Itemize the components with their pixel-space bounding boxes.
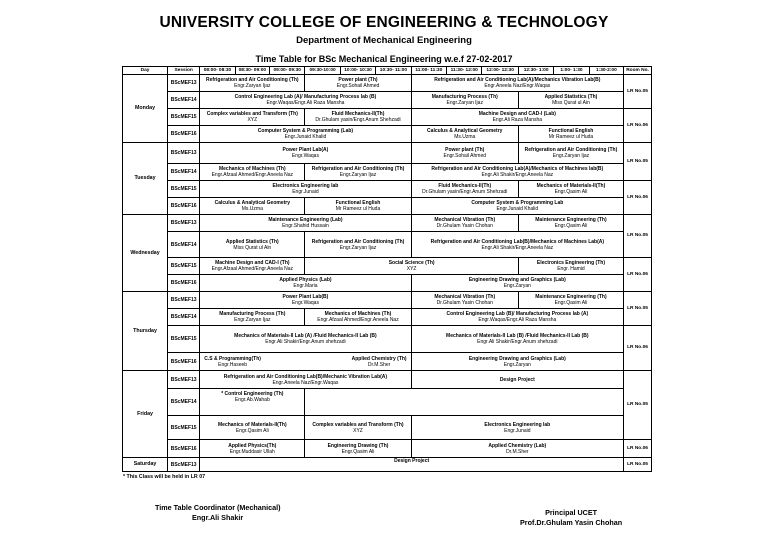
subject: Power plant (Th)	[338, 77, 378, 83]
table-row	[123, 92, 652, 109]
class-cell	[411, 143, 518, 164]
subject: Control Engineering Lab (B)/ Manufacturing Process lab (A)	[446, 311, 589, 317]
subject: C.S & Programming(Th)	[204, 355, 261, 362]
coordinator-signature	[155, 503, 281, 522]
subject: Mechanical Vibration (Th)	[434, 217, 496, 223]
class-cell	[411, 92, 518, 109]
class-cell	[305, 416, 411, 440]
subject: Functional English	[335, 200, 381, 206]
teacher: Engr.Zaryan Ijaz	[446, 100, 483, 106]
class-cell	[411, 75, 623, 92]
class-cell	[411, 440, 623, 458]
class-cell	[200, 181, 411, 198]
teacher: Engr.Zaryan Ijaz	[234, 317, 271, 323]
teacher: Dr.Ghulam yasin/Engr.Anum Shehzadi	[422, 189, 508, 195]
day-thursday: Thursday	[123, 292, 168, 371]
day-wednesday: Wednesday	[123, 215, 168, 292]
subject: * Control Engineering (Th)	[221, 391, 284, 397]
subject: Mechanics of Materials-II Lab (B) /Fluid Mechanics-II Lab (B)	[446, 333, 589, 339]
teacher: Engr.Afzaal Ahmed/Engr.Aneela Naz	[317, 317, 399, 323]
class-cell	[200, 164, 305, 181]
teacher: Engr.Waqas/Engr.Ali Raza Mansha	[478, 317, 557, 323]
session-cell: BScMEF14	[168, 92, 200, 109]
class-cell	[411, 326, 623, 353]
coordinator-name: Engr.Ali Shakir	[192, 512, 244, 522]
table-row	[123, 458, 652, 472]
teacher: Engr.Afzaal Ahmed/Engr.Aneela Naz	[211, 266, 294, 272]
subject: Electronics Engineering (Th)	[536, 260, 605, 266]
teacher: Engr.Junaid	[292, 189, 319, 195]
subject: Refrigeration and Air Conditioning (Th)	[311, 166, 405, 172]
col-header-slot: 09:30-10:00	[305, 67, 340, 75]
table-row	[123, 126, 652, 143]
col-header-slot: 11:30- 12:00	[447, 67, 482, 75]
subject: Computer System & Programming Lab	[471, 200, 564, 206]
col-header-room: Room No.	[624, 67, 652, 75]
subject: Computer System & Programming (Lab)	[257, 128, 354, 134]
table-row	[123, 215, 652, 232]
table-row	[123, 326, 652, 353]
subject: Mechanics of Machines (Th)	[324, 311, 392, 317]
subject: Power plant (Th)	[445, 147, 485, 153]
class-entry	[204, 356, 261, 368]
teacher: XYZ	[353, 427, 363, 434]
session-cell: BScMEF13	[168, 458, 200, 472]
class-cell	[200, 258, 305, 275]
room-cell: LR No.06	[624, 440, 652, 458]
teacher: Engr.Qasim Ali	[235, 427, 269, 434]
teacher: Miss Qurat ul Ain	[233, 244, 272, 251]
table-row	[123, 371, 652, 389]
room-cell: LR No.05	[624, 215, 652, 258]
class-cell	[411, 164, 623, 181]
teacher: Engr.Qasim Ali	[554, 189, 588, 195]
teacher: Dr.M.Sher	[506, 448, 529, 455]
subject: Design Project	[394, 458, 430, 464]
table-row	[123, 292, 652, 309]
teacher: Engr.Qasim Ali	[554, 223, 588, 229]
class-cell	[200, 416, 305, 440]
session-cell: BScMEF15	[168, 416, 200, 440]
teacher: Engr.Zaryan Ijaz	[234, 83, 271, 89]
subject: Machine Design and CAD-I (Th)	[215, 260, 290, 266]
teacher: Engr.Zaryan Ijaz	[339, 244, 377, 251]
teacher: Engr.Haseeb	[218, 361, 248, 368]
session-cell: BScMEF16	[168, 198, 200, 215]
session-cell: BScMEF14	[168, 164, 200, 181]
university-title: UNIVERSITY COLLEGE OF ENGINEERING & TECHNOLOGY	[159, 14, 609, 31]
class-cell	[200, 458, 624, 472]
subject: Social Science (Th)	[388, 260, 435, 266]
teacher: Engr.Ali Raza Mansha	[492, 117, 543, 123]
subject: Maintenance Engineering (Th)	[535, 217, 607, 223]
subject: Manufacturing Process (Th)	[431, 94, 498, 100]
subject: Mechanics of Materials-II(Th)	[218, 421, 287, 428]
subject: Mechanics of Materials-II(Th)	[536, 183, 606, 189]
class-cell	[411, 275, 623, 292]
teacher: Ms.Uzma	[454, 134, 476, 140]
principal-name: Prof.Dr.Ghulam Yasin Chohan	[520, 517, 623, 527]
room-cell: LR No.06	[624, 109, 652, 143]
subject: Applied Statistics (Th)	[225, 238, 279, 245]
class-cell	[305, 75, 411, 92]
subject: Electronics Engineering lab	[484, 421, 551, 428]
session-cell: BScMEF15	[168, 109, 200, 126]
subject: Refrigeration and Air Conditioning Lab(B)/Mechanics of Machines Lab(A)	[430, 238, 605, 245]
teacher: Engr.Qasim Ali	[554, 300, 588, 306]
teacher: Mr Rameez ul Huda	[548, 134, 594, 140]
class-cell	[200, 326, 411, 353]
split-cell	[200, 356, 410, 368]
teacher: Engr.Ali Shakir/Engr.Aneela Naz	[481, 244, 554, 251]
subject: Design Project	[499, 376, 535, 383]
class-cell	[200, 198, 305, 215]
subject: Mechanics of Machines (Th)	[218, 166, 286, 172]
subject: Mechanical Vibration (Th)	[434, 294, 496, 300]
class-cell	[305, 109, 411, 126]
class-cell	[305, 198, 411, 215]
teacher: Engr.Aneela Naz/Engr.Waqas	[272, 379, 339, 386]
table-row	[123, 389, 652, 416]
teacher: Engr.Zaryan Ijaz	[552, 153, 590, 159]
class-cell	[305, 164, 411, 181]
class-cell	[411, 126, 518, 143]
timetable	[122, 66, 652, 472]
subject: Refrigeration and Air Conditioning Lab(B)/Mechanic Vibration Lab(A)	[223, 373, 388, 380]
subject: Power Plant Lab(A)	[282, 147, 329, 153]
table-row	[123, 309, 652, 326]
class-cell	[200, 371, 411, 389]
class-cell	[200, 440, 305, 458]
class-cell	[518, 126, 623, 143]
table-row	[123, 109, 652, 126]
subject: Engineering Drawing (Th)	[327, 442, 389, 449]
teacher: Engr.Sohail Ahmed	[443, 153, 487, 159]
teacher: Engr.Ali Shakir/Engr.Aneela Naz	[481, 172, 554, 178]
subject: Refrigeration and Air Conditioning (Th)	[206, 77, 299, 83]
teacher: Engr.Junaid Khalid	[284, 134, 327, 140]
teacher: Engr.Zaryan	[503, 283, 531, 289]
subject: Fluid Mechanics-II(Th)	[438, 183, 492, 189]
session-cell: BScMEF16	[168, 440, 200, 458]
class-cell	[305, 258, 519, 275]
teacher: Mr Rameez ul Huda	[335, 206, 381, 212]
room-cell: LR No.06	[624, 181, 652, 215]
col-header-slot: 08:00- 08:30	[200, 67, 235, 75]
class-cell	[411, 109, 623, 126]
subject: Complex variables and Transform (Th)	[206, 111, 298, 117]
col-header-slot: 08:30- 09:00	[235, 67, 269, 75]
teacher: Engr.Junaid Khalid	[496, 206, 539, 212]
teacher: XYZ	[247, 117, 258, 123]
table-row	[123, 75, 652, 92]
teacher: Engr.Waqas	[291, 153, 319, 159]
teacher: Dr.Ghulam Yasin Chohan	[436, 300, 493, 306]
table-row	[123, 232, 652, 258]
class-cell	[518, 181, 623, 198]
class-cell	[411, 309, 623, 326]
principal-signature	[520, 508, 622, 527]
teacher: Engr.Ab.Wahab	[234, 397, 270, 403]
class-cell	[305, 440, 411, 458]
class-cell	[518, 92, 623, 109]
empty-cell	[305, 389, 624, 416]
teacher: Engr.Maria	[293, 283, 318, 289]
subject: Power Plant Lab(B)	[282, 294, 329, 300]
session-cell: BScMEF15	[168, 258, 200, 275]
room-cell: LR No.05	[624, 292, 652, 326]
session-cell: BScMEF14	[168, 389, 200, 416]
session-cell: BScMEF14	[168, 309, 200, 326]
class-cell	[411, 371, 623, 389]
col-header-day: Day	[123, 67, 168, 75]
col-header-slot: 10:30- 11:00	[376, 67, 411, 75]
teacher: Dr.M.Sher	[367, 361, 391, 368]
subject: Applied Physics(Th)	[228, 442, 277, 449]
class-cell	[200, 232, 305, 258]
class-cell	[305, 232, 411, 258]
table-row	[123, 440, 652, 458]
coordinator-title: Time Table Coordinator (Mechanical)	[155, 503, 281, 512]
subject: Refrigeration and Air Conditioning (Th)	[524, 147, 618, 153]
subject: Control Engineering Lab (A)/ Manufacturing Process lab (B)	[234, 94, 377, 100]
teacher: Engr.Sohail Ahmed	[336, 83, 380, 89]
class-cell	[200, 275, 411, 292]
room-cell: LR No.05	[624, 458, 652, 472]
col-header-slot: 12:30- 1:00	[518, 67, 553, 75]
subject: Manufacturing Process (Th)	[219, 311, 286, 317]
col-header-session: Session	[168, 67, 200, 75]
timetable-title: Time Table for BSc Mechanical Engineering w.e.f 27-02-2017	[255, 54, 513, 64]
table-row	[123, 353, 652, 371]
room-cell: LR No.05	[624, 75, 652, 109]
teacher: Dr.Ghulam Yasin Chohan	[436, 223, 493, 229]
teacher: Engr. Hamid	[557, 266, 585, 272]
teacher: Engr.Qasim Ali	[341, 448, 375, 455]
subject: Fluid Mechanics-II(Th)	[331, 111, 385, 117]
subject: Refrigeration and Air Conditioning (Th)	[311, 238, 405, 245]
session-cell: BScMEF15	[168, 181, 200, 198]
session-cell: BScMEF13	[168, 292, 200, 309]
day-monday: Monday	[123, 75, 168, 143]
class-cell	[411, 292, 518, 309]
principal-title: Principal UCET	[545, 508, 598, 517]
class-cell	[518, 215, 623, 232]
room-cell: LR No.06	[624, 326, 652, 371]
day-saturday: Saturday	[123, 458, 168, 472]
teacher: Engr.Aneela Naz/Engr.Waqas	[484, 83, 551, 89]
subject: Calculus & Analytical Geometry	[427, 128, 503, 134]
subject: Applied Physics (Lab)	[279, 277, 332, 283]
subject: Maintenance Engineering (Th)	[535, 294, 607, 300]
subject: Maintenance Engineering (Lab)	[268, 217, 343, 223]
class-cell	[200, 109, 305, 126]
class-cell	[518, 292, 623, 309]
room-cell: LR No.06	[624, 258, 652, 292]
session-cell: BScMEF13	[168, 215, 200, 232]
subject: Functional English	[548, 128, 594, 134]
session-cell: BScMEF16	[168, 275, 200, 292]
table-row	[123, 258, 652, 275]
class-cell	[200, 309, 305, 326]
col-header-slot: 12:00- 12:30	[482, 67, 518, 75]
table-row	[123, 181, 652, 198]
footnote: * This Class will be held in LR 07	[123, 474, 206, 480]
teacher: Engr.Zaryan Ijaz	[339, 172, 377, 178]
day-tuesday: Tuesday	[123, 143, 168, 215]
class-cell	[200, 292, 411, 309]
day-friday: Friday	[123, 371, 168, 458]
subject: Applied Chemistry (Lab)	[488, 442, 547, 449]
class-cell	[411, 181, 518, 198]
class-cell	[200, 215, 411, 232]
session-cell: BScMEF13	[168, 143, 200, 164]
class-cell	[411, 416, 623, 440]
class-cell	[305, 309, 411, 326]
teacher: Engr.Afzaal Ahmed/Engr.Aneela Naz	[211, 172, 294, 178]
class-cell	[200, 143, 411, 164]
teacher: Engr.Waqas	[291, 300, 319, 306]
class-cell	[200, 353, 411, 371]
col-header-slot: 1:30-2:00	[589, 67, 623, 75]
subject: Applied Chemistry (Th)	[351, 355, 407, 362]
subject: Mechanics of Materials-II Lab (A) /Fluid Mechanics-II Lab (B)	[234, 333, 377, 339]
teacher: Engr.Junaid	[504, 427, 531, 434]
class-cell	[200, 389, 305, 416]
table-row	[123, 143, 652, 164]
teacher: XYZ	[406, 266, 417, 272]
col-header-slot: 11:00- 11:30	[411, 67, 446, 75]
table-row	[123, 164, 652, 181]
subject: Engineering Drawing and Graphics (Lab)	[468, 355, 566, 362]
class-cell	[200, 75, 305, 92]
class-cell	[200, 92, 411, 109]
table-row	[123, 275, 652, 292]
teacher: Engr.Muddasir Ullah	[229, 448, 275, 455]
class-cell	[200, 126, 411, 143]
class-cell	[411, 215, 518, 232]
class-cell	[411, 198, 623, 215]
department-title: Department of Mechanical Engineering	[296, 35, 472, 46]
class-cell	[518, 143, 623, 164]
session-cell: BScMEF16	[168, 126, 200, 143]
class-cell	[518, 258, 623, 275]
teacher: Engr.Ali Shakir/Engr.Anum shehzadi	[477, 339, 558, 345]
teacher: Dr.Ghulam yasin/Engr.Anum Shehzadi	[315, 117, 401, 123]
teacher: Engr.Shahid Hussain	[282, 223, 329, 229]
col-header-slot: 10:00- 10:30	[340, 67, 375, 75]
table-row	[123, 416, 652, 440]
col-header-slot: 09:00- 09:30	[269, 67, 304, 75]
teacher: Engr.Waqas/Engr.Ali Raza Mansha	[266, 100, 345, 106]
room-cell: LR No.05	[624, 143, 652, 181]
subject: Electronics Engineering lab	[272, 183, 339, 189]
session-cell: BScMEF13	[168, 371, 200, 389]
subject: Complex variables and Transform (Th)	[312, 421, 404, 428]
subject: Machine Design and CAD-I (Lab)	[478, 111, 556, 117]
room-cell: LR No.05	[624, 371, 652, 440]
class-entry	[352, 356, 407, 368]
subject: Refrigeration and Air Conditioning Lab(A)/Mechanics Vibration Lab(B)	[434, 77, 601, 83]
teacher: Engr.Zaryan	[503, 361, 531, 368]
session-cell: BScMEF16	[168, 353, 200, 371]
teacher: Engr.Ali Shakir/Engr.Anum shehzadi	[265, 339, 346, 345]
subject: Applied Statistics (Th)	[544, 94, 598, 100]
table-row	[123, 198, 652, 215]
subject: Calculus & Analytical Geometry	[214, 200, 291, 206]
teacher: Miss Qurat ul Ain	[552, 100, 590, 106]
subject: Refrigeration and Air Conditioning Lab(A)/Mechanics of Machines lab(B)	[431, 166, 604, 172]
class-cell	[411, 353, 623, 371]
session-cell: BScMEF13	[168, 75, 200, 92]
header-row	[123, 67, 652, 75]
session-cell: BScMEF15	[168, 326, 200, 353]
teacher: Ms.Uzma	[241, 206, 263, 212]
col-header-slot: 1:00- 1:30	[554, 67, 589, 75]
class-cell	[411, 232, 623, 258]
session-cell: BScMEF14	[168, 232, 200, 258]
subject: Engineering Drawing and Graphics (Lab)	[468, 277, 566, 283]
